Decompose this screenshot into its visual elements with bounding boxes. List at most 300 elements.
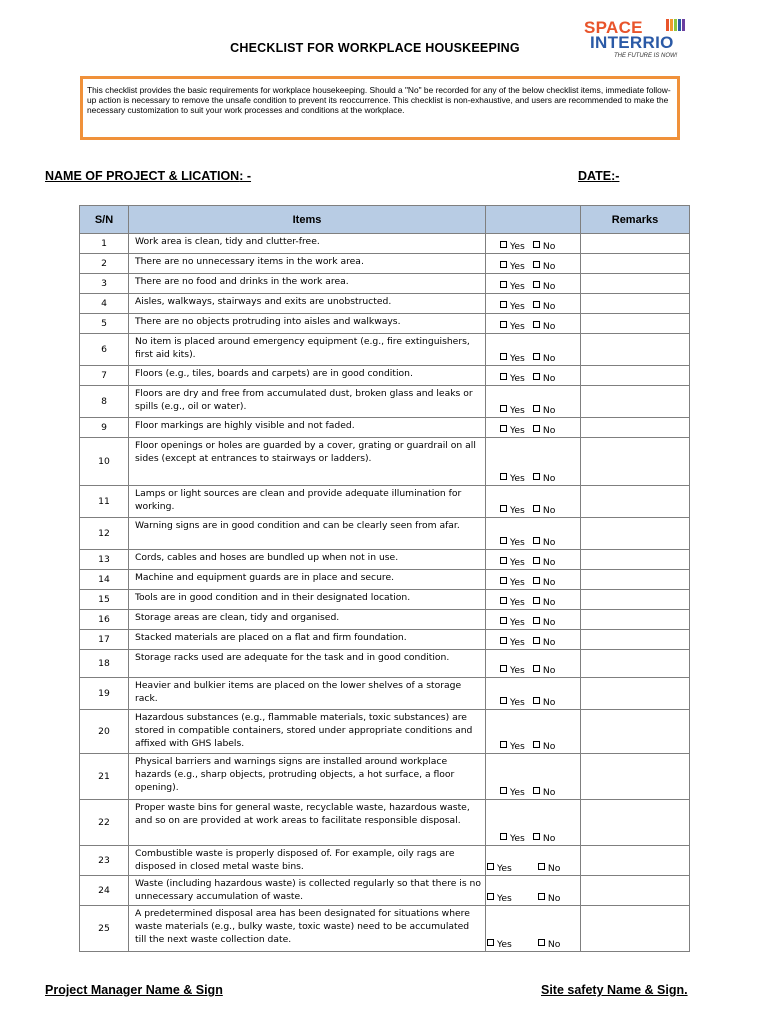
table-row — [80, 314, 690, 334]
yes-no-response — [486, 334, 581, 366]
yes-option-label: Yes — [510, 405, 525, 416]
remarks-cell[interactable] — [581, 906, 690, 952]
yes-no-response — [486, 906, 581, 952]
no-option[interactable] — [538, 863, 561, 874]
project-label: NAME OF PROJECT & LICATION — [45, 169, 240, 183]
checkbox-icon[interactable] — [538, 893, 545, 900]
checkbox-icon[interactable] — [500, 321, 507, 328]
checkbox-icon[interactable] — [533, 741, 540, 748]
checklist-item: Heavier and bulkier items are placed on the lower shelves of a storage rack. — [129, 678, 486, 710]
yes-option[interactable] — [500, 833, 525, 844]
checkbox-icon[interactable] — [500, 787, 507, 794]
yes-option-label: Yes — [510, 617, 525, 628]
no-option[interactable] — [533, 741, 556, 752]
checkbox-icon[interactable] — [500, 741, 507, 748]
checkbox-icon[interactable] — [500, 597, 507, 604]
no-option-label: No — [542, 281, 556, 292]
row-number: 13 — [80, 550, 129, 570]
row-number: 4 — [80, 294, 129, 314]
checkbox-icon[interactable] — [533, 321, 540, 328]
checklist-item: Physical barriers and warnings signs are installed around workplace hazards (e.g., sharp objects, protruding objects, a hot surface, a floor opening). — [129, 754, 486, 800]
no-option-label: No — [547, 939, 561, 950]
yes-option[interactable] — [500, 577, 525, 588]
table-row — [80, 274, 690, 294]
table-row — [80, 334, 690, 366]
remarks-cell[interactable] — [581, 550, 690, 570]
no-option-label: No — [542, 741, 556, 752]
yes-option-label: Yes — [510, 741, 525, 752]
yes-no-response — [486, 710, 581, 754]
no-option-label: No — [542, 665, 556, 676]
table-row — [80, 294, 690, 314]
yes-option[interactable] — [500, 505, 525, 516]
yes-no-response — [486, 314, 581, 334]
checkbox-icon[interactable] — [533, 787, 540, 794]
yes-option[interactable] — [487, 939, 512, 950]
remarks-cell[interactable] — [581, 710, 690, 754]
remarks-cell[interactable] — [581, 650, 690, 678]
no-option-label: No — [542, 577, 556, 588]
logo-bar — [682, 19, 685, 31]
checkbox-icon[interactable] — [500, 637, 507, 644]
project-suffix: : - — [239, 169, 252, 183]
row-number: 2 — [80, 254, 129, 274]
checklist-item: Waste (including hazardous waste) is collected regularly so that there is no unnecessary accumulation of waste. — [129, 876, 486, 906]
project-manager-sign: Project Manager Name & Sign — [45, 983, 223, 997]
checkbox-icon[interactable] — [500, 281, 507, 288]
logo-bars — [666, 19, 685, 31]
yes-option-label: Yes — [510, 833, 525, 844]
yes-no-response — [486, 876, 581, 906]
remarks-cell[interactable] — [581, 386, 690, 418]
checkbox-icon[interactable] — [500, 557, 507, 564]
checklist-item: Proper waste bins for general waste, recyclable waste, hazardous waste, and so on are provided at work areas to facilitate responsible disposal. — [129, 800, 486, 846]
row-number: 22 — [80, 800, 129, 846]
checkbox-icon[interactable] — [533, 665, 540, 672]
yes-option[interactable] — [500, 741, 525, 752]
remarks-cell[interactable] — [581, 234, 690, 254]
yes-no-response — [486, 610, 581, 630]
no-option-label: No — [542, 557, 556, 568]
remarks-cell[interactable] — [581, 366, 690, 386]
table-row — [80, 906, 690, 952]
checkbox-icon[interactable] — [533, 697, 540, 704]
checklist-item: There are no unnecessary items in the work area. — [129, 254, 486, 274]
row-number: 23 — [80, 846, 129, 876]
table-row — [80, 254, 690, 274]
remarks-cell[interactable] — [581, 254, 690, 274]
row-number: 5 — [80, 314, 129, 334]
yes-option-label: Yes — [510, 505, 525, 516]
no-option-label: No — [542, 597, 556, 608]
instructions-notice: This checklist provides the basic requirements for workplace housekeeping. Should a "No" be recorded for any of the below checklist items, immediate follow-up action is necessary to remove the unsafe condition to prevent its reoccurrence. This checklist is non-exhaustive, and users are recommended to make the necessary customization to suit your work processes and conditions at the workplace. — [80, 76, 680, 140]
yes-option[interactable] — [500, 321, 525, 332]
row-number: 24 — [80, 876, 129, 906]
yes-no-response — [486, 386, 581, 418]
no-option-label: No — [542, 833, 556, 844]
checklist-item: Floor openings or holes are guarded by a cover, grating or guardrail on all sides (except at entrances to stairways or ladders). — [129, 438, 486, 486]
no-option[interactable] — [533, 557, 556, 568]
no-option-label: No — [542, 373, 556, 384]
logo-bar — [678, 19, 681, 31]
checkbox-icon[interactable] — [500, 301, 507, 308]
no-option-label: No — [542, 505, 556, 516]
yes-option-label: Yes — [510, 473, 525, 484]
checklist-item: Warning signs are in good condition and can be clearly seen from afar. — [129, 518, 486, 550]
yes-option[interactable] — [500, 537, 525, 548]
row-number: 8 — [80, 386, 129, 418]
row-number: 21 — [80, 754, 129, 800]
row-number: 6 — [80, 334, 129, 366]
table-row — [80, 234, 690, 254]
table-row — [80, 386, 690, 418]
yes-option[interactable] — [500, 557, 525, 568]
no-option[interactable] — [533, 473, 556, 484]
checkbox-icon[interactable] — [538, 863, 545, 870]
checkbox-icon[interactable] — [533, 261, 540, 268]
yes-no-response — [486, 518, 581, 550]
yes-no-response — [486, 590, 581, 610]
row-number: 17 — [80, 630, 129, 650]
remarks-cell[interactable] — [581, 314, 690, 334]
checklist-item: Machine and equipment guards are in place and secure. — [129, 570, 486, 590]
table-row — [80, 418, 690, 438]
table-row — [80, 366, 690, 386]
yes-option-label: Yes — [510, 697, 525, 708]
row-number: 18 — [80, 650, 129, 678]
remarks-cell[interactable] — [581, 486, 690, 518]
checkbox-icon[interactable] — [487, 863, 494, 870]
remarks-cell[interactable] — [581, 294, 690, 314]
checkbox-icon[interactable] — [538, 939, 545, 946]
date-label: DATE — [578, 169, 612, 183]
checklist-item: Floors are dry and free from accumulated dust, broken glass and leaks or spills (e.g., oil or water). — [129, 386, 486, 418]
checklist-item: Aisles, walkways, stairways and exits are unobstructed. — [129, 294, 486, 314]
no-option-label: No — [542, 787, 556, 798]
row-number: 16 — [80, 610, 129, 630]
checkbox-icon[interactable] — [500, 353, 507, 360]
table-row — [80, 630, 690, 650]
remarks-cell[interactable] — [581, 418, 690, 438]
checkbox-icon[interactable] — [500, 405, 507, 412]
checklist-item: Cords, cables and hoses are bundled up when not in use. — [129, 550, 486, 570]
yes-option[interactable] — [500, 353, 525, 364]
no-option[interactable] — [533, 833, 556, 844]
remarks-cell[interactable] — [581, 570, 690, 590]
date-field — [578, 169, 619, 183]
table-row — [80, 710, 690, 754]
checkbox-icon[interactable] — [533, 833, 540, 840]
no-option[interactable] — [533, 597, 556, 608]
yes-option-label: Yes — [497, 863, 512, 874]
checkbox-icon[interactable] — [500, 665, 507, 672]
checkbox-icon[interactable] — [533, 301, 540, 308]
yes-option[interactable] — [500, 697, 525, 708]
no-option[interactable] — [533, 405, 556, 416]
no-option[interactable] — [533, 281, 556, 292]
checkbox-icon[interactable] — [533, 473, 540, 480]
remarks-cell[interactable] — [581, 274, 690, 294]
remarks-cell[interactable] — [581, 754, 690, 800]
row-number: 15 — [80, 590, 129, 610]
no-option[interactable] — [533, 617, 556, 628]
checklist-item: Floor markings are highly visible and not faded. — [129, 418, 486, 438]
logo-line2: INTERRIO — [590, 33, 674, 52]
yes-no-response — [486, 650, 581, 678]
page-title: CHECKLIST FOR WORKPLACE HOUSKEEPING — [230, 41, 520, 55]
yes-no-response — [486, 630, 581, 650]
yes-option-label: Yes — [510, 281, 525, 292]
project-location-field — [45, 169, 251, 183]
checkbox-icon[interactable] — [533, 405, 540, 412]
no-option-label: No — [542, 321, 556, 332]
yes-option[interactable] — [500, 241, 525, 252]
checkbox-icon[interactable] — [533, 353, 540, 360]
checkbox-icon[interactable] — [500, 833, 507, 840]
checkbox-icon[interactable] — [533, 373, 540, 380]
checkbox-icon[interactable] — [500, 537, 507, 544]
checkbox-icon[interactable] — [487, 893, 494, 900]
yes-option-label: Yes — [510, 261, 525, 272]
row-number: 11 — [80, 486, 129, 518]
checkbox-icon[interactable] — [500, 241, 507, 248]
yes-option[interactable] — [500, 617, 525, 628]
yes-option-label: Yes — [510, 241, 525, 252]
yes-option-label: Yes — [497, 939, 512, 950]
yes-no-response — [486, 550, 581, 570]
checklist-item: There are no objects protruding into aisles and walkways. — [129, 314, 486, 334]
row-number: 7 — [80, 366, 129, 386]
remarks-cell[interactable] — [581, 518, 690, 550]
no-option-label: No — [542, 473, 556, 484]
table-row — [80, 550, 690, 570]
no-option-label: No — [542, 405, 556, 416]
checklist-item: A predetermined disposal area has been designated for situations where waste materials (e.g., bulky waste, toxic waste) need to be accumulated till the next waste collection date. — [129, 906, 486, 952]
response-header — [486, 206, 581, 234]
no-option-label: No — [542, 241, 556, 252]
company-logo — [584, 18, 714, 62]
yes-option-label: Yes — [510, 557, 525, 568]
yes-option-label: Yes — [510, 577, 525, 588]
table-row — [80, 650, 690, 678]
remarks-cell[interactable] — [581, 630, 690, 650]
no-option-label: No — [547, 863, 561, 874]
yes-option[interactable] — [500, 597, 525, 608]
yes-option[interactable] — [487, 893, 512, 904]
yes-option[interactable] — [500, 787, 525, 798]
site-safety-sign: Site safety Name & Sign. — [541, 983, 688, 997]
remarks-cell[interactable] — [581, 438, 690, 486]
sn-header: S/N — [80, 206, 129, 234]
table-row — [80, 438, 690, 486]
row-number: 20 — [80, 710, 129, 754]
table-row — [80, 570, 690, 590]
checkbox-icon[interactable] — [533, 537, 540, 544]
no-option[interactable] — [538, 939, 561, 950]
date-suffix: :- — [611, 169, 620, 183]
table-row — [80, 678, 690, 710]
no-option[interactable] — [533, 505, 556, 516]
checklist-item: Tools are in good condition and in their designated location. — [129, 590, 486, 610]
no-option[interactable] — [533, 537, 556, 548]
checkbox-icon[interactable] — [500, 505, 507, 512]
no-option[interactable] — [533, 787, 556, 798]
row-number: 25 — [80, 906, 129, 952]
checklist-table — [79, 205, 690, 952]
yes-no-response — [486, 800, 581, 846]
checklist-item: Combustible waste is properly disposed of. For example, oily rags are disposed in closed metal waste bins. — [129, 846, 486, 876]
remarks-cell[interactable] — [581, 876, 690, 906]
no-option-label: No — [542, 617, 556, 628]
table-row — [80, 610, 690, 630]
no-option[interactable] — [533, 637, 556, 648]
table-row — [80, 754, 690, 800]
yes-option-label: Yes — [510, 425, 525, 436]
yes-no-response — [486, 418, 581, 438]
row-number: 3 — [80, 274, 129, 294]
no-option-label: No — [547, 893, 561, 904]
yes-no-response — [486, 234, 581, 254]
checkbox-icon[interactable] — [533, 637, 540, 644]
checkbox-icon[interactable] — [533, 281, 540, 288]
no-option[interactable] — [533, 241, 556, 252]
yes-option-label: Yes — [510, 373, 525, 384]
yes-no-response — [486, 254, 581, 274]
checklist-item: There are no food and drinks in the work area. — [129, 274, 486, 294]
checkbox-icon[interactable] — [500, 261, 507, 268]
remarks-cell[interactable] — [581, 678, 690, 710]
remarks-cell[interactable] — [581, 610, 690, 630]
checkbox-icon[interactable] — [533, 577, 540, 584]
yes-option[interactable] — [500, 373, 525, 384]
yes-option-label: Yes — [497, 893, 512, 904]
remarks-cell[interactable] — [581, 334, 690, 366]
no-option[interactable] — [533, 353, 556, 364]
yes-no-response — [486, 570, 581, 590]
no-option[interactable] — [533, 261, 556, 272]
remarks-header: Remarks — [581, 206, 690, 234]
checkbox-icon[interactable] — [500, 617, 507, 624]
yes-option[interactable] — [500, 281, 525, 292]
row-number: 1 — [80, 234, 129, 254]
yes-no-response — [486, 754, 581, 800]
yes-no-response — [486, 294, 581, 314]
checklist-item: Stacked materials are placed on a flat and firm foundation. — [129, 630, 486, 650]
table-row — [80, 590, 690, 610]
yes-option-label: Yes — [510, 637, 525, 648]
yes-option-label: Yes — [510, 301, 525, 312]
items-header: Items — [129, 206, 486, 234]
remarks-cell[interactable] — [581, 800, 690, 846]
row-number: 10 — [80, 438, 129, 486]
checkbox-icon[interactable] — [533, 557, 540, 564]
logo-line1: SPACE — [584, 18, 643, 37]
no-option[interactable] — [533, 665, 556, 676]
no-option[interactable] — [533, 425, 556, 436]
checklist-item: Hazardous substances (e.g., flammable materials, toxic substances) are stored in compatible containers, stored under appropriate conditions and affixed with GHS labels. — [129, 710, 486, 754]
no-option-label: No — [542, 537, 556, 548]
checkbox-icon[interactable] — [500, 373, 507, 380]
no-option-label: No — [542, 697, 556, 708]
yes-no-response — [486, 486, 581, 518]
yes-option[interactable] — [487, 863, 512, 874]
checkbox-icon[interactable] — [533, 241, 540, 248]
row-number: 12 — [80, 518, 129, 550]
checkbox-icon[interactable] — [500, 577, 507, 584]
yes-option[interactable] — [500, 301, 525, 312]
table-row — [80, 876, 690, 906]
checklist-item: Storage racks used are adequate for the task and in good condition. — [129, 650, 486, 678]
checklist-item: Work area is clean, tidy and clutter-free. — [129, 234, 486, 254]
yes-option-label: Yes — [510, 321, 525, 332]
checkbox-icon[interactable] — [533, 425, 540, 432]
checklist-item: Lamps or light sources are clean and provide adequate illumination for working. — [129, 486, 486, 518]
yes-option[interactable] — [500, 637, 525, 648]
checklist-item: No item is placed around emergency equipment (e.g., fire extinguishers, first aid kits). — [129, 334, 486, 366]
row-number: 19 — [80, 678, 129, 710]
row-number: 9 — [80, 418, 129, 438]
yes-option[interactable] — [500, 665, 525, 676]
checkbox-icon[interactable] — [500, 473, 507, 480]
checklist-item: Floors (e.g., tiles, boards and carpets) are in good condition. — [129, 366, 486, 386]
no-option[interactable] — [533, 577, 556, 588]
checkbox-icon[interactable] — [500, 425, 507, 432]
checkbox-icon[interactable] — [500, 697, 507, 704]
yes-no-response — [486, 438, 581, 486]
table-row — [80, 486, 690, 518]
no-option[interactable] — [533, 321, 556, 332]
no-option[interactable] — [533, 697, 556, 708]
remarks-cell[interactable] — [581, 846, 690, 876]
yes-option[interactable] — [500, 425, 525, 436]
checkbox-icon[interactable] — [533, 597, 540, 604]
checkbox-icon[interactable] — [487, 939, 494, 946]
no-option-label: No — [542, 301, 556, 312]
logo-tagline: THE FUTURE IS NOW! — [614, 53, 678, 59]
table-header-row — [80, 206, 690, 234]
checkbox-icon[interactable] — [533, 505, 540, 512]
yes-option-label: Yes — [510, 353, 525, 364]
no-option-label: No — [542, 637, 556, 648]
yes-option-label: Yes — [510, 665, 525, 676]
no-option[interactable] — [533, 301, 556, 312]
yes-option-label: Yes — [510, 787, 525, 798]
yes-option[interactable] — [500, 261, 525, 272]
yes-no-response — [486, 274, 581, 294]
yes-option-label: Yes — [510, 597, 525, 608]
yes-no-response — [486, 846, 581, 876]
yes-no-response — [486, 678, 581, 710]
logo-bar — [670, 19, 673, 31]
table-row — [80, 800, 690, 846]
no-option[interactable] — [533, 373, 556, 384]
yes-no-response — [486, 366, 581, 386]
no-option[interactable] — [538, 893, 561, 904]
yes-option[interactable] — [500, 473, 525, 484]
checkbox-icon[interactable] — [533, 617, 540, 624]
table-row — [80, 846, 690, 876]
yes-option[interactable] — [500, 405, 525, 416]
table-row — [80, 518, 690, 550]
remarks-cell[interactable] — [581, 590, 690, 610]
no-option-label: No — [542, 261, 556, 272]
yes-option-label: Yes — [510, 537, 525, 548]
logo-bar — [674, 19, 677, 31]
logo-bar — [666, 19, 669, 31]
checklist-item: Storage areas are clean, tidy and organised. — [129, 610, 486, 630]
row-number: 14 — [80, 570, 129, 590]
no-option-label: No — [542, 425, 556, 436]
